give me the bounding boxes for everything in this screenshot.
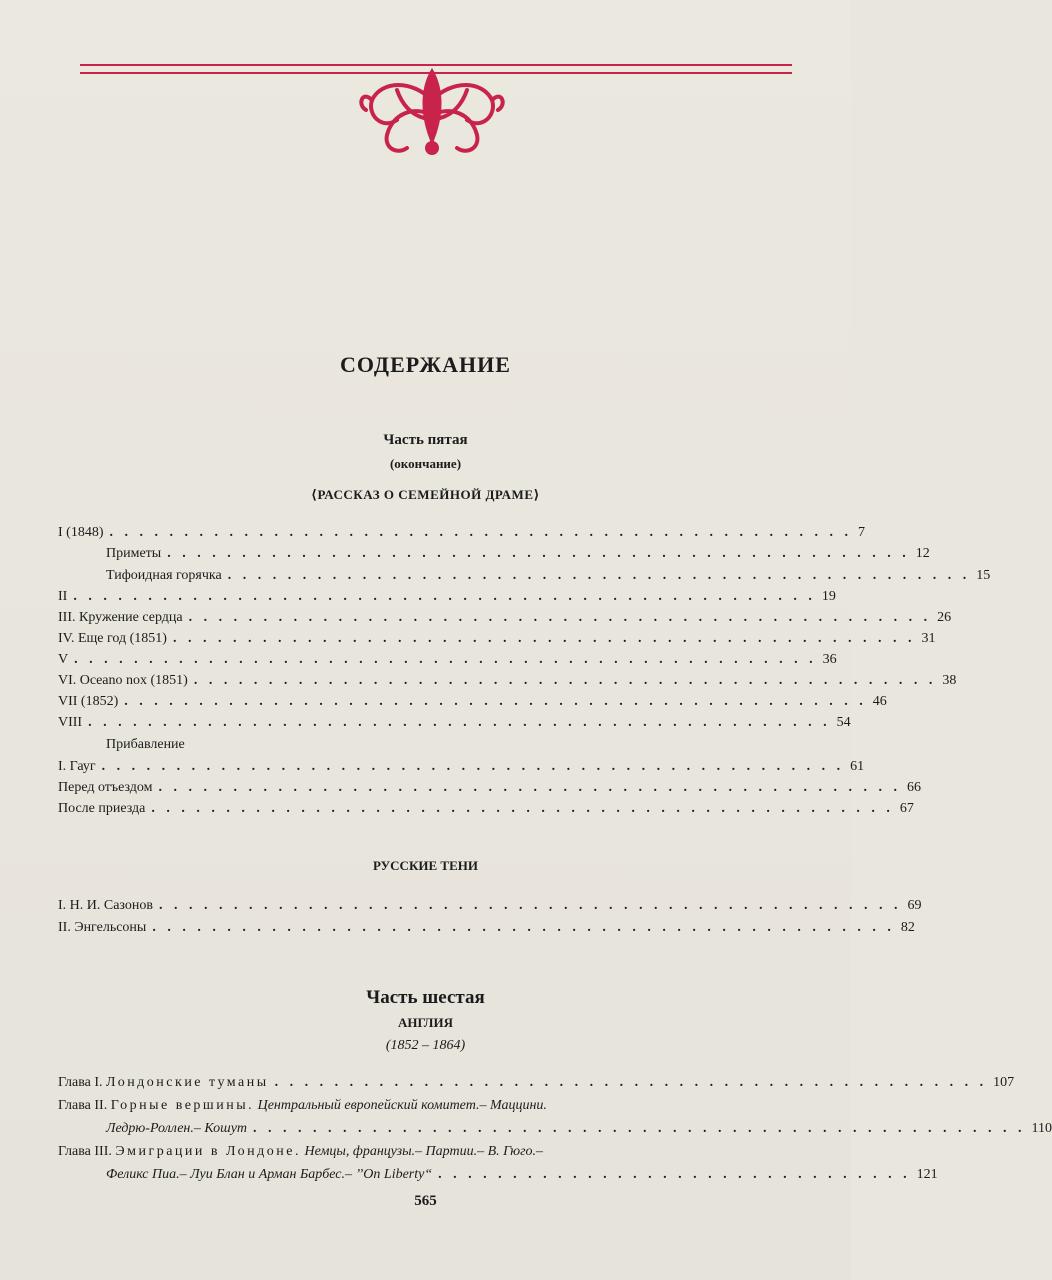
toc-entry-page: 7 <box>858 525 865 540</box>
leader-dots: . . . . . . . . . . . . . . . . . . . . . . . . . . . . . . . . . . . . . . . . . . . . . . . . . . <box>193 673 937 688</box>
appendix-heading: Прибавление <box>106 737 185 752</box>
chapter-page: 110 <box>1031 1121 1052 1136</box>
leader-dots: . . . . . . . . . . . . . . . . . . . . . . . . . . . . . . . . . . . . . . . . . . . . . . . . . . <box>109 525 852 540</box>
part5-subheading: (окончание) <box>389 456 462 471</box>
toc-entry[interactable] <box>106 566 991 586</box>
toc-entry-page: 19 <box>821 589 836 604</box>
part6-subheading: АНГЛИЯ <box>398 1015 453 1030</box>
toc-entry-title: VIII <box>58 715 83 730</box>
leader-dots: . . . . . . . . . . . . . . . . . . . . . . . . . . . . . . . . <box>438 1167 911 1182</box>
toc-entry-page: 38 <box>942 673 957 688</box>
chapter-page: 107 <box>993 1075 1015 1090</box>
toc-entry-page: 15 <box>976 568 991 583</box>
toc-entry[interactable] <box>58 918 915 938</box>
toc-entry-page: 46 <box>872 694 887 709</box>
leader-dots: . . . . . . . . . . . . . . . . . . . . . . . . . . . . . . . . . . . . . . . . . . . . . . . . . . <box>167 546 910 561</box>
chapter-name: Горные вершины. <box>110 1098 255 1113</box>
toc-entry-title: Приметы <box>106 546 162 561</box>
toc-entry[interactable] <box>106 544 930 564</box>
chapter-label: Глава III. <box>58 1144 112 1159</box>
toc-entry-page: 31 <box>921 631 936 646</box>
chapter-description: Центральный европейский комитет.– Маццини. <box>257 1098 547 1113</box>
chapter-label: Глава I. <box>58 1075 103 1090</box>
toc-entry-page: 82 <box>900 920 915 935</box>
leader-dots: . . . . . . . . . . . . . . . . . . . . . . . . . . . . . . . . . . . . . . . . . . . . . . . . . . <box>159 898 902 913</box>
chapter-entry[interactable] <box>58 1094 1052 1140</box>
russian-shadows-heading: РУССКИЕ ТЕНИ <box>373 858 478 873</box>
part6-heading: Часть шестая <box>366 987 485 1008</box>
chapter-entry[interactable] <box>58 1140 938 1186</box>
toc-entry[interactable] <box>58 608 952 628</box>
part5-heading: Часть пятая <box>383 432 468 448</box>
toc-entry[interactable] <box>58 896 922 916</box>
leader-dots: . . . . . . . . . . . . . . . . . . . . . . . . . . . . . . . . . . . . . . . . . . . . . . . . . . . . <box>253 1121 1026 1136</box>
chapter-description-continued: Ледрю-Роллен.– Кошут <box>106 1121 248 1136</box>
toc-entry-title: Тифоидная горячка <box>106 568 222 583</box>
toc-entry[interactable] <box>58 692 887 712</box>
toc-entry-page: 66 <box>907 780 922 795</box>
toc-entry-page: 36 <box>822 652 837 667</box>
toc-entry-title: II <box>58 589 68 604</box>
toc-entry-title: I. Гауг <box>58 759 96 774</box>
chapter-name: Лондонские туманы <box>106 1075 269 1090</box>
chapter-description: Немцы, французы.– Партии.– В. Гюго.– <box>304 1144 544 1159</box>
chapter-description-continued: Феликс Пиа.– Луи Блан и Арман Барбес.– ’’On Liberty“ <box>106 1167 433 1182</box>
toc-entry-page: 69 <box>907 898 922 913</box>
part5-story-heading: ⟨РАССКАЗ О СЕМЕЙНОЙ ДРАМЕ⟩ <box>311 487 540 502</box>
leader-dots: . . . . . . . . . . . . . . . . . . . . . . . . . . . . . . . . . . . . . . . . . . . . . . . . . . <box>227 568 971 583</box>
toc-entry-title: V <box>58 652 69 667</box>
toc-entry-title: I (1848) <box>58 525 104 540</box>
leader-dots: . . . . . . . . . . . . . . . . . . . . . . . . . . . . . . . . . . . . . . . . . . . . . . . . . . <box>124 694 867 709</box>
leader-dots: . . . . . . . . . . . . . . . . . . . . . . . . . . . . . . . . . . . . . . . . . . . . . . . . <box>274 1075 988 1090</box>
page-title: СОДЕРЖАНИЕ <box>340 352 511 377</box>
leader-dots: . . . . . . . . . . . . . . . . . . . . . . . . . . . . . . . . . . . . . . . . . . . . . . . . . . <box>152 920 895 935</box>
part6-years: (1852 – 1864) <box>385 1038 466 1053</box>
toc-entry-title: I. Н. И. Сазонов <box>58 898 153 913</box>
toc-entry-title: VI. Oceano nox (1851) <box>58 673 188 688</box>
toc-entry-page: 67 <box>899 801 914 816</box>
leader-dots: . . . . . . . . . . . . . . . . . . . . . . . . . . . . . . . . . . . . . . . . . . . . . . . . . . <box>73 589 816 604</box>
leader-dots: . . . . . . . . . . . . . . . . . . . . . . . . . . . . . . . . . . . . . . . . . . . . . . . . . . <box>101 759 845 774</box>
toc-entry-title: VII (1852) <box>58 694 119 709</box>
leader-dots: . . . . . . . . . . . . . . . . . . . . . . . . . . . . . . . . . . . . . . . . . . . . . . . . . . <box>151 801 894 816</box>
toc-entry-title: Перед отъездом <box>58 780 153 795</box>
toc-entry[interactable] <box>58 778 922 798</box>
leader-dots: . . . . . . . . . . . . . . . . . . . . . . . . . . . . . . . . . . . . . . . . . . . . . . . . . . <box>74 652 817 667</box>
toc-entry[interactable] <box>58 629 936 649</box>
toc-entry[interactable] <box>58 757 865 777</box>
toc-entry-page: 61 <box>850 759 865 774</box>
toc-entry-title: IV. Еще год (1851) <box>58 631 167 646</box>
toc-entry[interactable] <box>58 587 836 607</box>
toc-entry-title: III. Кружение сердца <box>58 610 183 625</box>
toc-entry[interactable] <box>58 713 851 733</box>
toc-entry-page: 54 <box>836 715 851 730</box>
leader-dots: . . . . . . . . . . . . . . . . . . . . . . . . . . . . . . . . . . . . . . . . . . . . . . . . . . <box>188 610 932 625</box>
chapter-page: 121 <box>916 1167 938 1182</box>
toc-entry-page: 12 <box>915 546 930 561</box>
toc-entry-title: II. Энгельсоны <box>58 920 147 935</box>
leader-dots: . . . . . . . . . . . . . . . . . . . . . . . . . . . . . . . . . . . . . . . . . . . . . . . . . . <box>172 631 916 646</box>
toc-entry-page: 26 <box>937 610 952 625</box>
chapter-label: Глава II. <box>58 1098 108 1113</box>
leader-dots: . . . . . . . . . . . . . . . . . . . . . . . . . . . . . . . . . . . . . . . . . . . . . . . . . . <box>158 780 902 795</box>
chapter-entry[interactable] <box>58 1071 1015 1094</box>
toc-entry-title: После приезда <box>58 801 146 816</box>
floral-ornament-icon <box>352 60 512 160</box>
leader-dots: . . . . . . . . . . . . . . . . . . . . . . . . . . . . . . . . . . . . . . . . . . . . . . . . . . <box>88 715 831 730</box>
page-number: 565 <box>414 1193 437 1209</box>
chapter-name: Эмиграции в Лондоне. <box>115 1144 301 1159</box>
toc-entry[interactable] <box>58 671 957 691</box>
toc-entry[interactable] <box>58 650 837 670</box>
toc-entry[interactable] <box>58 799 914 819</box>
toc-entry[interactable] <box>58 523 865 543</box>
